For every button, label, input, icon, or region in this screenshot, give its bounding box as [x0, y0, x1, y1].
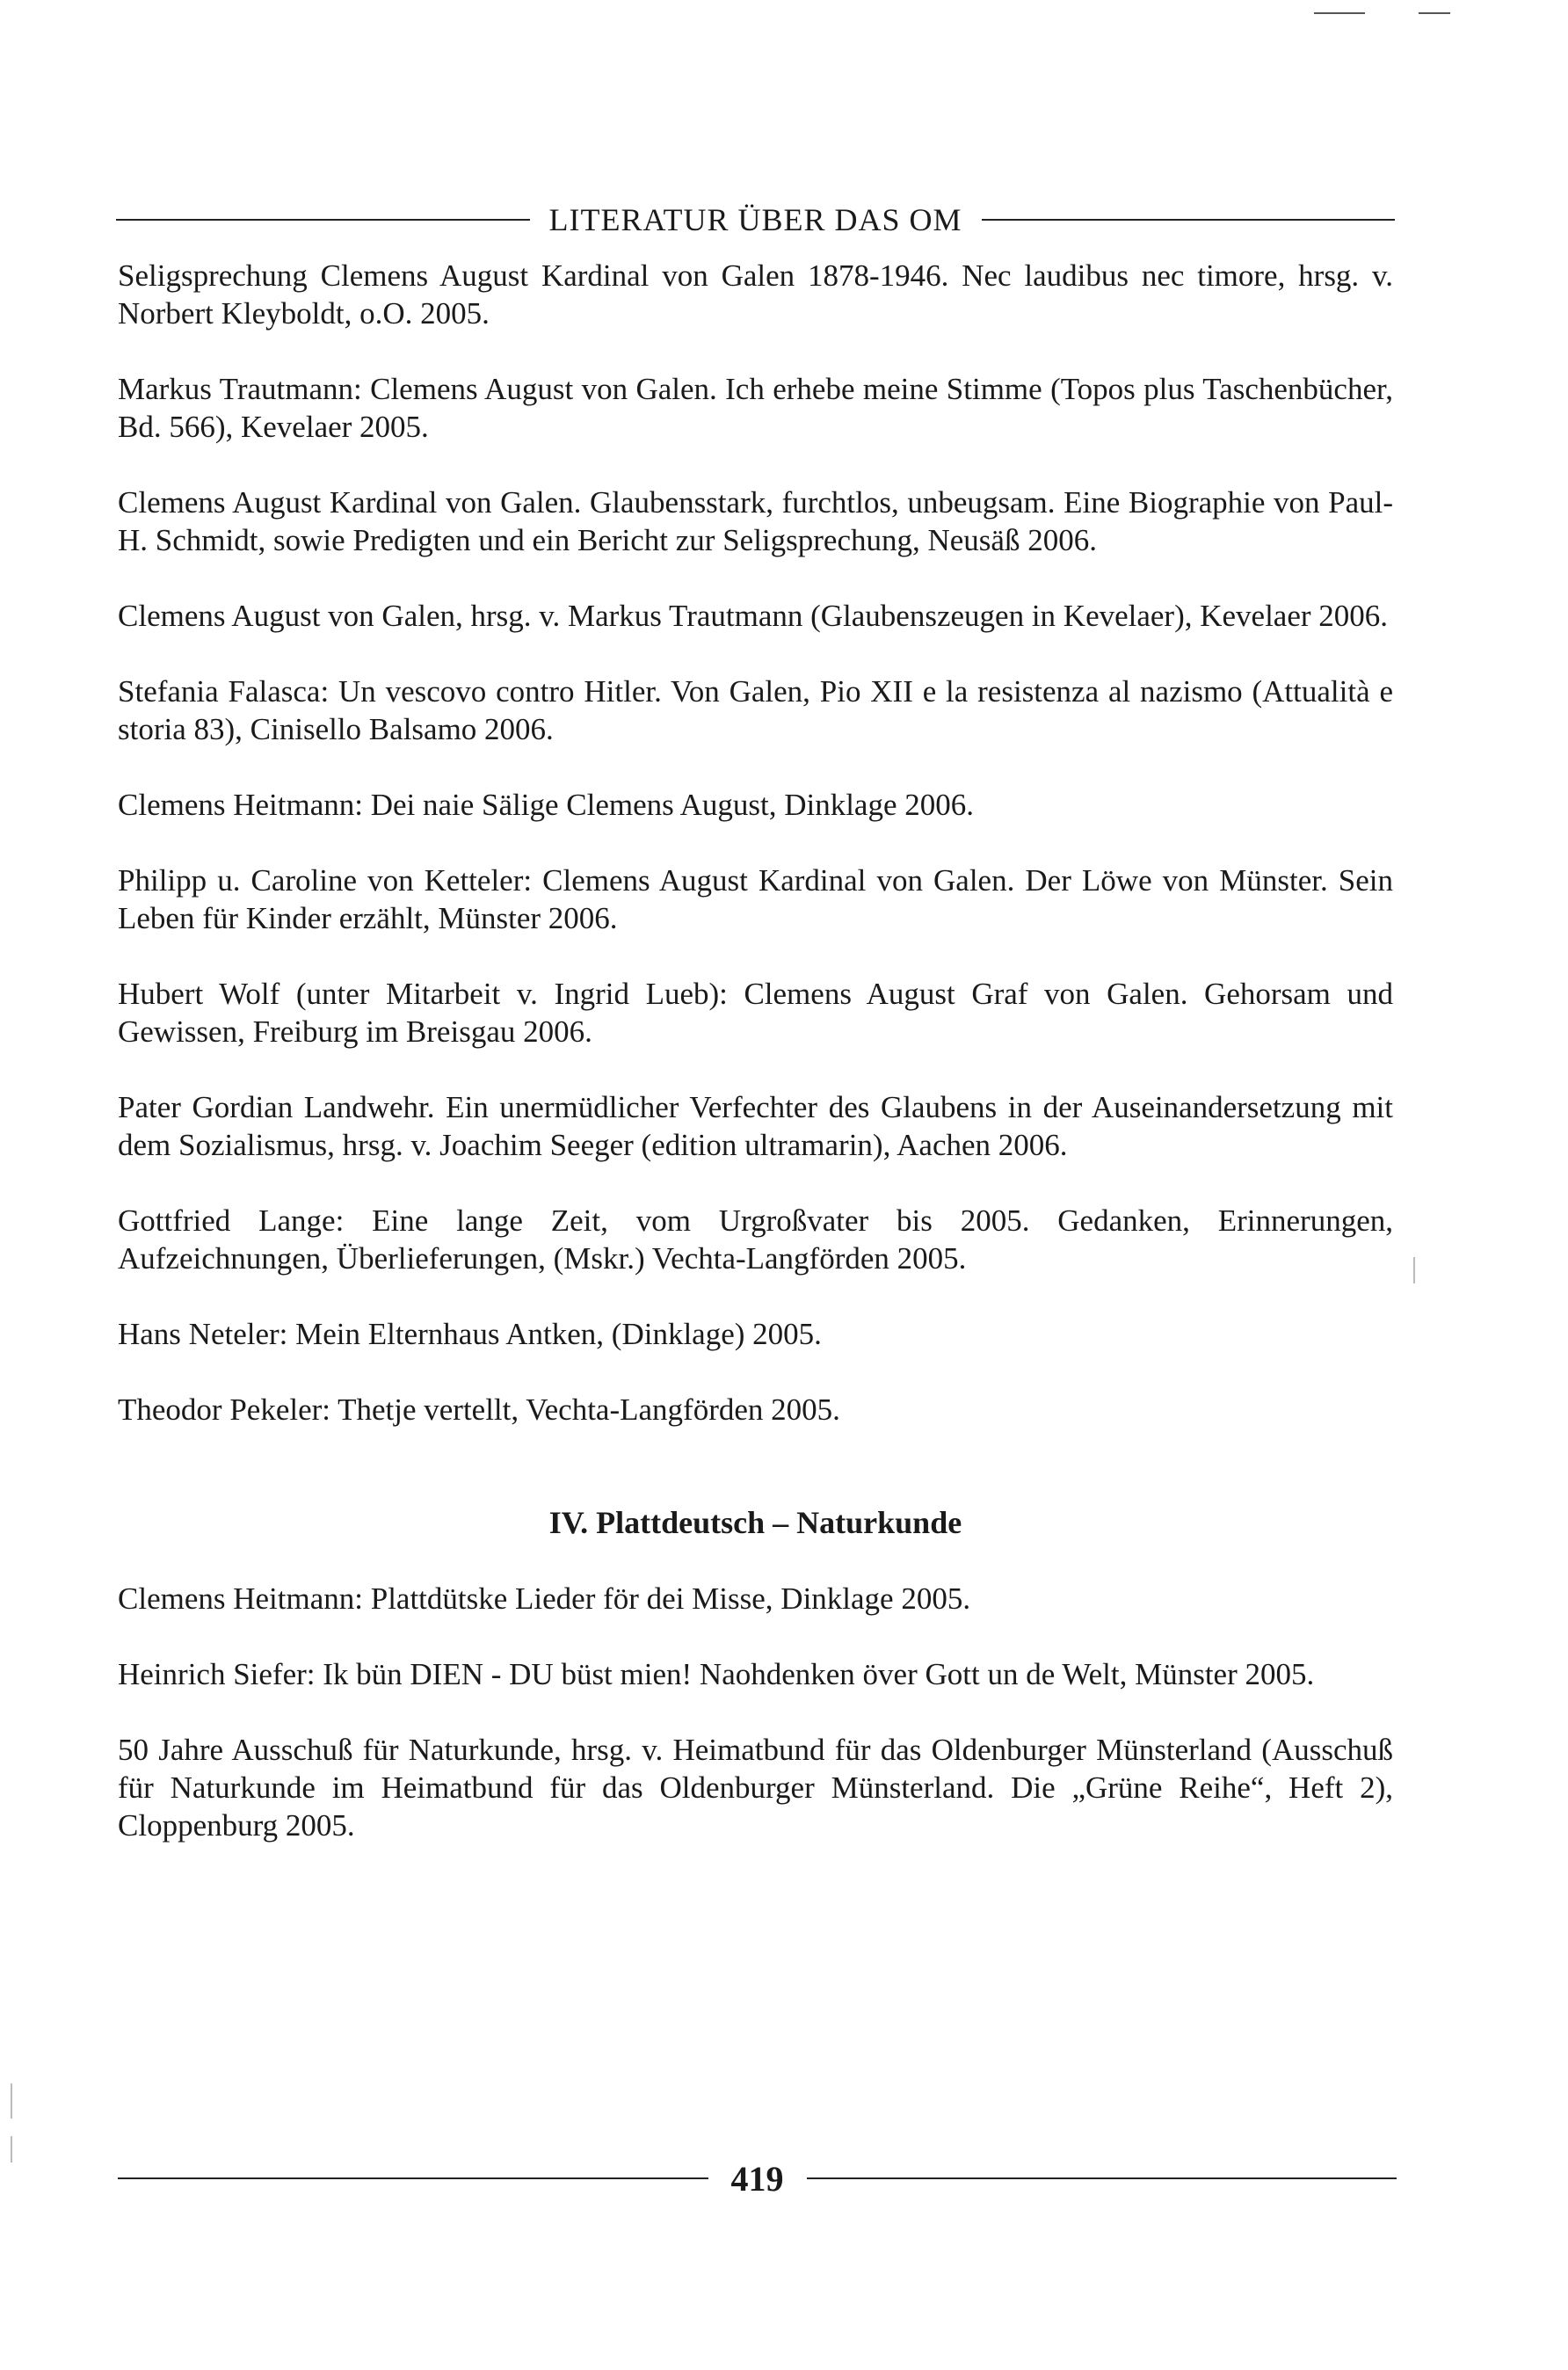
- bibliography-entry: Gottfried Lange: Eine lange Zeit, vom Urgroßvater bis 2005. Gedanken, Erinnerungen, Aufzeichnungen, Überlieferungen, (Mskr.) Vechta-Langförden 2005.: [118, 1203, 1393, 1276]
- bibliography-entry: 50 Jahre Ausschuß für Naturkunde, hrsg. v. Heimatbund für das Oldenburger Münsterland (Ausschuß für Naturkunde im Heimatbund für das Oldenburger Münsterland. Die „Grüne Reihe“, Heft 2), Cloppenburg 2005.: [118, 1733, 1393, 1843]
- scan-mark: [1314, 12, 1365, 14]
- footer-rule-right: [807, 2177, 1397, 2179]
- scan-mark: [11, 2083, 12, 2119]
- bibliography-entry: Hans Neteler: Mein Elternhaus Antken, (Dinklage) 2005.: [118, 1317, 822, 1351]
- section-heading: IV. Plattdeutsch – Naturkunde: [548, 1505, 962, 1540]
- bibliography-entry: Pater Gordian Landwehr. Ein unermüdlicher Verfechter des Glaubens in der Auseinandersetzung mit dem Sozialismus, hrsg. v. Joachim Seeger (edition ultramarin), Aachen 2006.: [118, 1090, 1393, 1162]
- header-rule-left: [116, 219, 530, 221]
- bibliography-entry: Clemens Heitmann: Dei naie Sälige Clemens August, Dinklage 2006.: [118, 788, 975, 822]
- bibliography-list: [118, 257, 1393, 1882]
- page-footer: [118, 2152, 1397, 2205]
- footer-rule-left: [118, 2177, 708, 2179]
- bibliography-entry: Heinrich Siefer: Ik bün DIEN - DU büst mien! Naohdenken över Gott un de Welt, Münster 2005.: [118, 1657, 1315, 1691]
- bibliography-entry: Clemens Heitmann: Plattdütske Lieder för dei Misse, Dinklage 2005.: [118, 1581, 971, 1616]
- bibliography-entry: Clemens August Kardinal von Galen. Glaubensstark, furchtlos, unbeugsam. Eine Biographie von Paul-H. Schmidt, sowie Predigten und ein Bericht zur Seligsprechung, Neusäß 2006.: [118, 485, 1393, 557]
- bibliography-entry: Philipp u. Caroline von Ketteler: Clemens August Kardinal von Galen. Der Löwe von Münster. Sein Leben für Kinder erzählt, Münster 2006.: [118, 863, 1393, 935]
- bibliography-entry: Seligsprechung Clemens August Kardinal von Galen 1878-1946. Nec laudibus nec timore, hrsg. v. Norbert Kleyboldt, o.O. 2005.: [118, 258, 1393, 331]
- running-header: [116, 195, 1395, 244]
- bibliography-entry: Theodor Pekeler: Thetje vertellt, Vechta-Langförden 2005.: [118, 1392, 840, 1427]
- bibliography-entry: Markus Trautmann: Clemens August von Galen. Ich erhebe meine Stimme (Topos plus Taschenbücher, Bd. 566), Kevelaer 2005.: [118, 372, 1393, 444]
- header-title: LITERATUR ÜBER DAS OM: [548, 202, 962, 237]
- scan-mark: [1419, 12, 1450, 14]
- scan-mark: [11, 2136, 12, 2163]
- bibliography-entry: Clemens August von Galen, hrsg. v. Markus Trautmann (Glaubenszeugen in Kevelaer), Kevelaer 2006.: [118, 599, 1389, 633]
- page-number: 419: [730, 2158, 784, 2199]
- bibliography-entry: Stefania Falasca: Un vescovo contro Hitler. Von Galen, Pio XII e la resistenza al nazismo (Attualità e storia 83), Cinisello Balsamo 2006.: [118, 674, 1393, 746]
- bibliography-entry: Hubert Wolf (unter Mitarbeit v. Ingrid Lueb): Clemens August Graf von Galen. Gehorsam und Gewissen, Freiburg im Breisgau 2006.: [118, 977, 1393, 1049]
- scan-mark: [1413, 1257, 1415, 1283]
- header-rule-right: [982, 219, 1396, 221]
